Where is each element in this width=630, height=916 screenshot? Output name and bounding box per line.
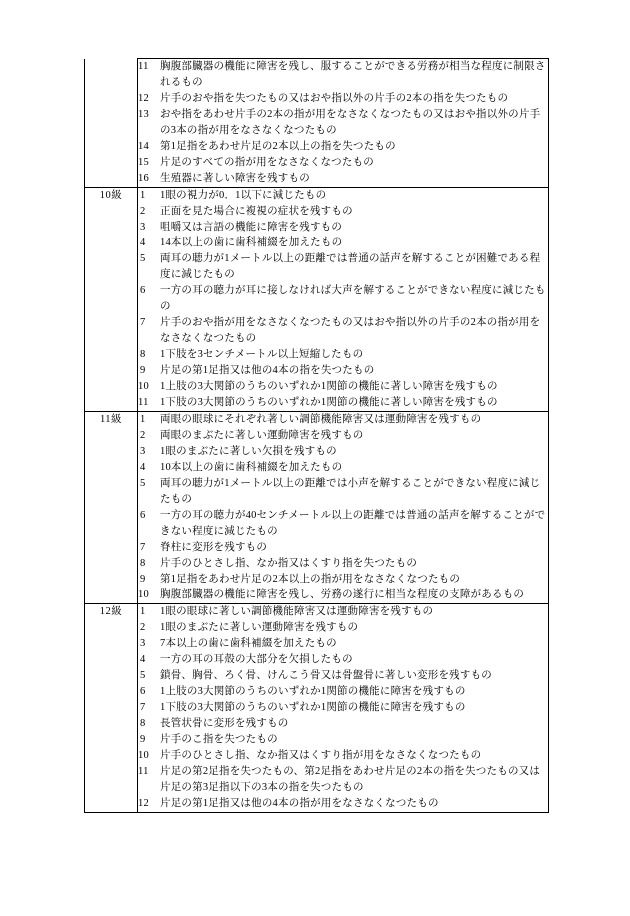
grade-items-cell (138, 411, 549, 603)
item-number: 3 (140, 221, 146, 233)
list-item (138, 476, 548, 508)
item-text: 1下肢の3大関節のうちのいずれか1関節の機能に障害を残すもの (160, 702, 466, 714)
list-item (138, 700, 548, 716)
list-item (138, 220, 548, 236)
list-item (138, 684, 548, 700)
item-text: 1眼の眼球に著しい調節機能障害又は運動障害を残すもの (160, 606, 434, 618)
item-text: 1眼のまぶたに著しい欠損を残すもの (160, 445, 337, 457)
item-text: 両眼の眼球にそれぞれ著しい調節機能障害又は運動障害を残すもの (160, 413, 482, 425)
disability-grade-table (84, 58, 549, 813)
list-item (138, 636, 548, 652)
list-item (138, 379, 548, 395)
list-item (138, 59, 548, 91)
item-text: 1上肢の3大関節のうちのいずれか1関節の機能に著しい障害を残すもの (160, 381, 498, 393)
item-text: 1眼のまぶたに著しい運動障害を残すもの (160, 622, 359, 634)
list-item (138, 540, 548, 556)
item-number: 13 (138, 108, 149, 120)
list-item (138, 363, 548, 379)
table-row (85, 59, 549, 188)
item-text: 片手のおや指を失つたもの又はおや指以外の片手の2本の指を失つたもの (160, 92, 509, 104)
list-item (138, 508, 548, 540)
item-text: 10本以上の歯に歯科補綴を加えたもの (160, 461, 343, 473)
list-item (138, 460, 548, 476)
list-item (138, 283, 548, 315)
item-number: 14 (138, 140, 149, 152)
list-item (138, 620, 548, 636)
list-item (138, 395, 548, 411)
item-number: 3 (140, 445, 146, 457)
grade-label-cell: 11級 (85, 411, 138, 603)
item-text: 片足の第2足指を失つたもの、第2足指をあわせ片足の2本の指を失つたもの又は片足の第3足指以下の3本の指を失つたもの (160, 765, 541, 793)
item-number: 8 (140, 557, 146, 569)
item-text: 片手のおや指が用をなさなくなつたもの又はおや指以外の片手の2本の指が用をなさなくなつたもの (160, 317, 541, 345)
list-item (138, 107, 548, 139)
item-number: 16 (138, 172, 149, 184)
item-number: 5 (140, 253, 146, 265)
item-number: 15 (138, 156, 149, 168)
item-number: 11 (138, 765, 149, 777)
table-body (85, 59, 549, 813)
item-text: 両耳の聴力が1メートル以上の距離では普通の話声を解することが困難である程度に減じたもの (160, 253, 541, 281)
list-item (138, 91, 548, 107)
item-number: 12 (138, 797, 149, 809)
item-number: 11 (138, 397, 149, 409)
item-number: 9 (140, 365, 146, 377)
item-text: 片足のすべての指が用をなさなくなつたもの (160, 156, 374, 168)
grade-label-cell (85, 59, 138, 188)
item-number: 2 (140, 205, 146, 217)
item-text: 咀嚼又は言語の機能に障害を残すもの (160, 221, 343, 233)
item-text: 7本以上の歯に歯科補綴を加えたもの (160, 638, 337, 650)
item-list (138, 412, 548, 603)
item-text: 胸腹部臓器の機能に障害を残し、労務の遂行に相当な程度の支障があるもの (160, 589, 525, 601)
item-number: 6 (140, 285, 146, 297)
list-item (138, 732, 548, 748)
item-text: 片足の第1足指又は他の4本の指を失つたもの (160, 365, 375, 377)
list-item (138, 764, 548, 796)
list-item (138, 428, 548, 444)
list-item (138, 668, 548, 684)
item-number: 10 (138, 749, 149, 761)
item-text: 一方の耳の聴力が40センチメートル以上の距離では普通の話声を解することができない程度に減じたもの (160, 509, 546, 537)
list-item (138, 748, 548, 764)
item-text: 一方の耳の耳殻の大部分を欠損したもの (160, 654, 353, 666)
item-number: 11 (138, 61, 149, 72)
item-text: 片手のこ指を失つたもの (160, 734, 278, 746)
item-text: 片足の第1足指又は他の4本の指が用をなさなくなつたもの (160, 797, 439, 809)
item-list (138, 59, 548, 187)
grade-table-wrapper (84, 58, 546, 813)
list-item (138, 604, 548, 620)
item-number: 12 (138, 92, 149, 104)
item-text: 第1足指をあわせ片足の2本以上の指が用をなさなくなつたもの (160, 573, 461, 585)
item-number: 7 (140, 541, 146, 553)
item-number: 1 (140, 413, 146, 425)
item-text: 両眼のまぶたに著しい運動障害を残すもの (160, 429, 364, 441)
item-number: 9 (140, 573, 146, 585)
item-number: 4 (140, 237, 146, 249)
item-number: 5 (140, 670, 146, 682)
item-number: 4 (140, 654, 146, 666)
list-item (138, 796, 548, 812)
item-number: 10 (138, 381, 149, 393)
item-text: 鎖骨、胸骨、ろく骨、けんこう骨又は骨盤骨に著しい変形を残すもの (160, 670, 493, 682)
item-text: 片手のひとさし指、なか指又はくすり指を失つたもの (160, 557, 418, 569)
item-text: 生殖器に著しい障害を残すもの (160, 172, 310, 184)
item-text: 14本以上の歯に歯科補綴を加えたもの (160, 237, 343, 249)
item-text: 1眼の視力が0．1以下に減じたもの (160, 189, 327, 201)
item-number: 8 (140, 349, 146, 361)
grade-items-cell (138, 604, 549, 812)
item-text: 胸腹部臓器の機能に障害を残し、服することができる労務が相当な程度に制限されるもの (160, 61, 546, 88)
item-number: 6 (140, 686, 146, 698)
item-list (138, 604, 548, 811)
item-number: 2 (140, 429, 146, 441)
item-number: 6 (140, 509, 146, 521)
item-number: 10 (138, 589, 149, 601)
item-number: 7 (140, 317, 146, 329)
item-text: 長管状骨に変形を残すもの (160, 718, 289, 730)
item-text: 1下肢を3センチメートル以上短縮したもの (160, 349, 364, 361)
item-number: 7 (140, 702, 146, 714)
item-text: 正面を見た場合に複視の症状を残すもの (160, 205, 353, 217)
item-number: 4 (140, 461, 146, 473)
item-text: 1上肢の3大関節のうちのいずれか1関節の機能に障害を残すもの (160, 686, 466, 698)
list-item (138, 188, 548, 204)
item-number: 1 (140, 189, 146, 201)
list-item (138, 444, 548, 460)
list-item (138, 155, 548, 171)
list-item (138, 572, 548, 588)
item-text: 第1足指をあわせ片足の2本以上の指を失つたもの (160, 140, 396, 152)
item-text: 両耳の聴力が1メートル以上の距離では小声を解することができない程度に減じたもの (160, 477, 541, 505)
item-text: 一方の耳の聴力が耳に接しなければ大声を解することができない程度に減じたもの (160, 285, 546, 313)
list-item (138, 235, 548, 251)
list-item (138, 587, 548, 603)
grade-label-cell: 12級 (85, 604, 138, 812)
list-item (138, 204, 548, 220)
list-item (138, 171, 548, 187)
item-text: おや指をあわせ片手の2本の指が用をなさなくなつたもの又はおや指以外の片手の3本の指が用をなさなくなつたもの (160, 108, 541, 136)
list-item (138, 315, 548, 347)
list-item (138, 556, 548, 572)
list-item (138, 652, 548, 668)
table-row (85, 411, 549, 603)
grade-items-cell (138, 59, 549, 188)
list-item (138, 347, 548, 363)
item-number: 1 (140, 606, 146, 618)
table-row (85, 604, 549, 812)
item-number: 9 (140, 734, 146, 746)
item-text: 1下肢の3大関節のうちのいずれか1関節の機能に著しい障害を残すもの (160, 397, 498, 409)
list-item (138, 412, 548, 428)
item-number: 8 (140, 718, 146, 730)
table-row (85, 187, 549, 411)
item-number: 3 (140, 638, 146, 650)
item-number: 2 (140, 622, 146, 634)
item-text: 脊柱に変形を残すもの (160, 541, 268, 553)
list-item (138, 139, 548, 155)
item-list (138, 188, 548, 411)
item-number: 5 (140, 477, 146, 489)
item-text: 片手のひとさし指、なか指又はくすり指が用をなさなくなつたもの (160, 749, 482, 761)
list-item (138, 251, 548, 283)
grade-items-cell (138, 187, 549, 411)
list-item (138, 716, 548, 732)
grade-label-cell: 10級 (85, 187, 138, 411)
